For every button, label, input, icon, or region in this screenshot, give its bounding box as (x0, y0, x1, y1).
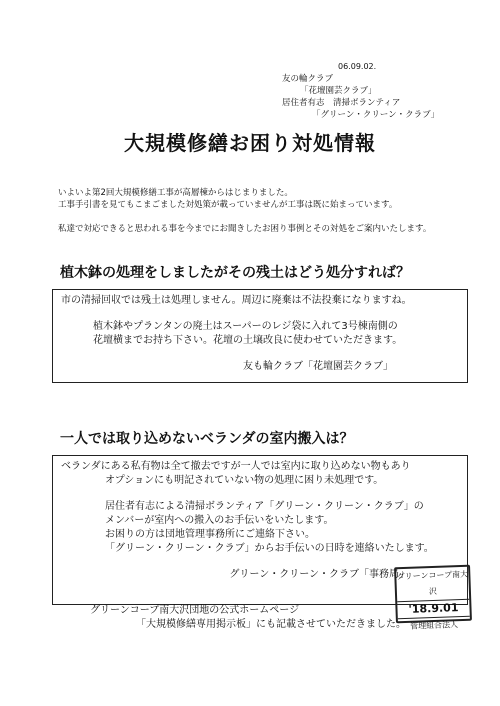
stamp-top-text: グリーンコープ南大沢 (396, 569, 469, 597)
answer-line: ベランダにある私有物は全て撤去ですが一人では室内に取り込めない物もあり (61, 461, 411, 472)
footer-line: グリーンコープ南大沢団地の公式ホームページ (90, 605, 300, 616)
answer-box (52, 289, 468, 383)
answer-line: お困りの方は団地管理事務所にご連絡下さい。 (105, 529, 315, 540)
footer-note (90, 604, 430, 632)
answer-line: 市の清掃回収では残土は処理しません。周辺に廃棄は不法投棄になりますね。 (61, 295, 412, 306)
intro-paragraph: 工事手引書を見てもこまごました対処策が載っていませんが工事は既に始まっています。 (58, 200, 398, 210)
question-heading: 一人では取り込めないベランダの室内搬入は？ (60, 431, 354, 447)
footer-line: 「大規模修繕専用掲示板」にも記載させていただきました。 (136, 619, 406, 630)
stamp-bottom-text: 管理組合法人 (409, 620, 459, 631)
document-title: 大規模修繕お困り対処情報 (124, 131, 376, 155)
document-date: 06.09.02. (338, 62, 377, 71)
intro-text (58, 187, 458, 235)
intro-paragraph: いよいよ第2回大規模修繕工事が高層棟からはじまりました。 (58, 188, 293, 198)
issuer-line: 「グリーン・クリーン・クラブ」 (312, 110, 440, 120)
answer-signature: グリーン・クリーン・クラブ「事務局」 (229, 569, 409, 580)
issuer-line: 居住者有志 清掃ボランティア (282, 98, 401, 108)
approval-stamp (394, 565, 472, 631)
answer-line: 植木鉢やプランタンの廃土はスーパーのレジ袋に入れて3号棟南側の (93, 321, 398, 332)
answer-line: メンバーが室内への搬入のお手伝いをいたします。 (105, 515, 334, 526)
issuer-line: 「花壇園芸クラブ」 (300, 86, 377, 96)
intro-paragraph: 私達で対応できると思われる事を今までにお聞きしたお困り事例とその対処をご案内いたします。 (58, 224, 432, 234)
answer-line: 居住者有志による清掃ボランティア「グリーン・クリーン・クラブ」の (105, 501, 424, 512)
issuer-line: 友の輪クラブ (282, 74, 334, 84)
answer-signature: 友も輪クラブ「花壇園芸クラブ」 (243, 361, 393, 372)
answer-line: 「グリーン・クリーン・クラブ」からお手伝いの日時を連絡いたします。 (105, 543, 434, 554)
question-heading: 植木鉢の処理をしましたがその残土はどう処分すれば？ (60, 265, 410, 281)
stamp-date: '18.9.01 (397, 599, 470, 620)
issuer-block (282, 73, 439, 121)
answer-line: 花壇横までお持ち下さい。花壇の土壌改良に使わせていただきます。 (93, 335, 403, 346)
answer-line: オプションにも明記されていない物の処理に困り未処理です。 (105, 475, 384, 486)
